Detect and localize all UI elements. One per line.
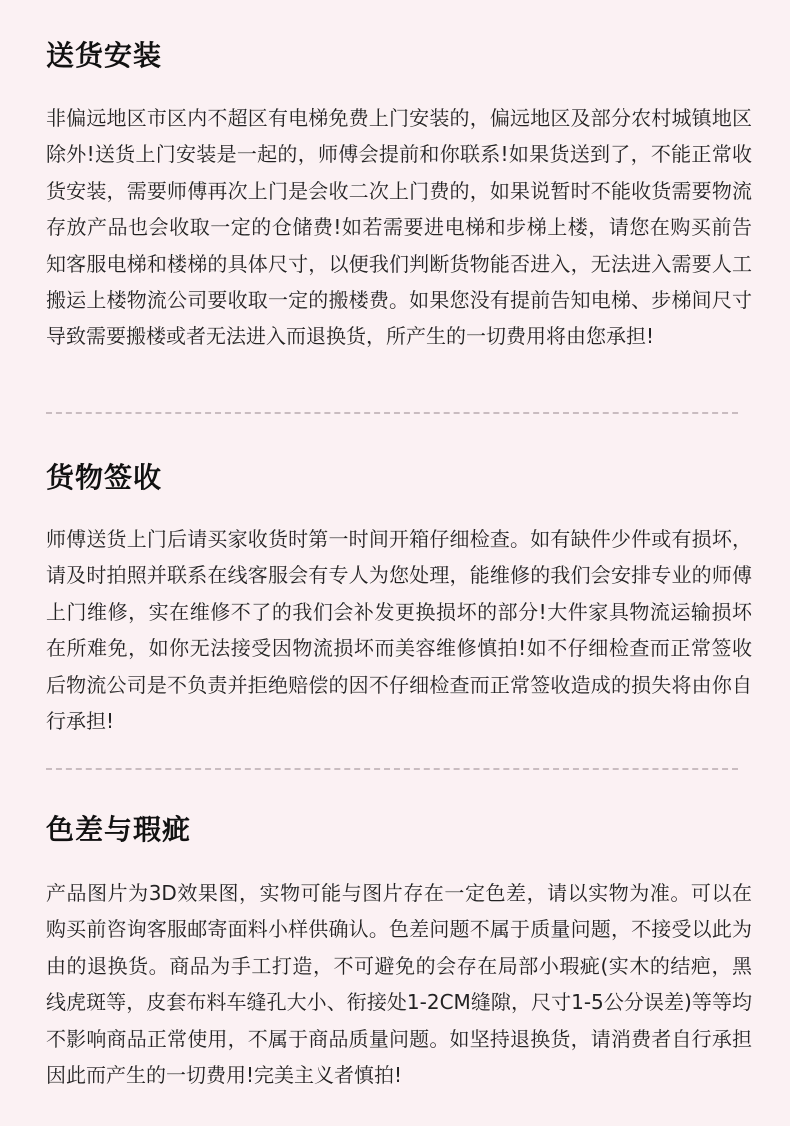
dashed-divider — [46, 412, 738, 414]
section-delivery-installation — [46, 38, 752, 355]
section-title-goods-receipt: 货物签收 — [46, 461, 163, 494]
section-body-color-defects: 产品图片为3D效果图，实物可能与图片存在一定色差，请以实物为准。可以在购买前咨询客服邮寄面料小样供确认。色差问题不属于质量问题，不接受以此为由的退换货。商品为手工打造，不可避免的会存在局部小瑕疵(实木的结疤，黑线虎斑等，皮套布料车缝孔大小、衔接处1-2CM缝隙，尺寸1-5公分误差)等等均不影响商品正常使用，不属于商品质量问题。如坚持退换货，请消费者自行承担因此而产生的一切费用!完美主义者慎拍! — [46, 881, 752, 1088]
section-color-defects — [46, 812, 752, 1093]
section-body-delivery-installation: 非偏远地区市区内不超区有电梯免费上门安装的，偏远地区及部分农村城镇地区除外!送货上门安装是一起的，师傅会提前和你联系!如果货送到了，不能正常收货安装，需要师傅再次上门是会收二次上门费的，如果说暂时不能收货需要物流存放产品也会收取一定的仓储费!如若需要进电梯和步梯上楼，请您在购买前告知客服电梯和楼梯的具体尺寸，以便我们判断货物能否进入，无法进入需要人工搬运上楼物流公司要收取一定的搬楼费。如果您没有提前告知电梯、步梯间尺寸导致需要搬楼或者无法进入而退换货，所产生的一切费用将由您承担! — [46, 106, 752, 349]
section-title-delivery-installation: 送货安装 — [46, 39, 163, 72]
section-body-goods-receipt: 师傅送货上门后请买家收货时第一时间开箱仔细检查。如有缺件少件或有损坏，请及时拍照并联系在线客服会有专人为您处理，能维修的我们会安排专业的师傅上门维修，实在维修不了的我们会补发更换损坏的部分!大件家具物流运输损坏在所难免，如你无法接受因物流损坏而美容维修慎拍!如不仔细检查而正常签收后物流公司是不负责并拒绝赔偿的因不仔细检查而正常签收造成的损失将由你自行承担! — [46, 527, 752, 734]
section-title-color-defects: 色差与瑕疵 — [46, 813, 192, 846]
dashed-divider — [46, 768, 738, 770]
section-goods-receipt — [46, 460, 752, 739]
